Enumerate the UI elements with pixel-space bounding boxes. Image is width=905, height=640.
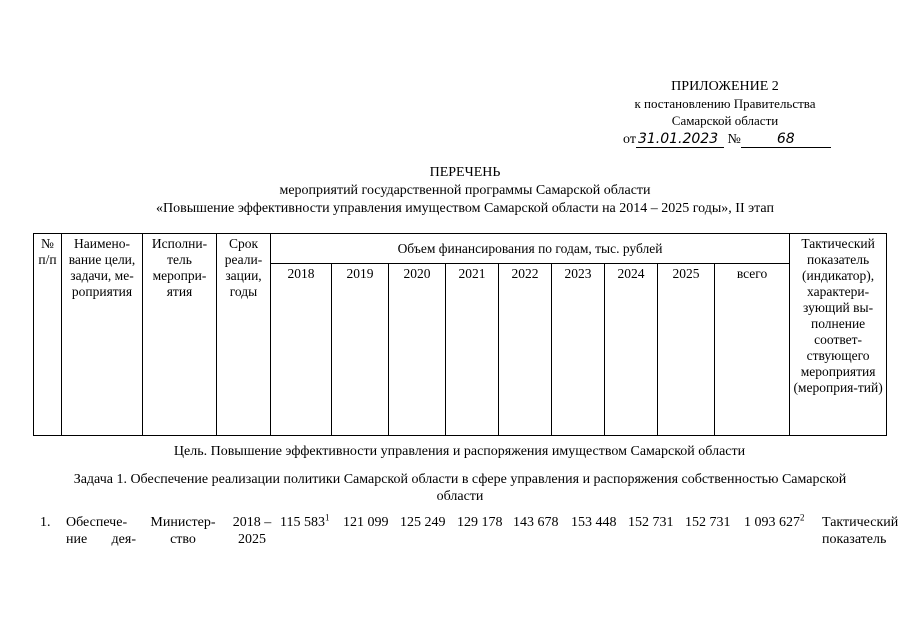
row-number: 1. [40,515,51,530]
row-term [226,514,278,548]
attachment-line-1: к постановлению Правительства [634,96,816,111]
row-value-2018 [280,514,329,531]
row-value-2021: 129 178 [457,515,503,530]
col-number: № п/п [34,234,62,436]
measures-table-header [33,233,887,436]
row-term-line-2: 2025 [238,532,266,547]
row-value-2023: 153 448 [571,515,617,530]
year-2020: 2020 [389,264,446,436]
row-indicator [822,514,899,548]
value-total: 1 093 627 [744,515,800,530]
table-row [30,512,899,554]
row-indicator-line-2: показатель [822,532,887,547]
decree-number: 68 [741,131,831,148]
row-name-line-1: Обеспече- [66,515,128,530]
year-2025: 2025 [658,264,715,436]
row-term-line-1: 2018 – [232,515,272,530]
year-2022: 2022 [499,264,552,436]
row-value-2020: 125 249 [400,515,446,530]
year-2019: 2019 [332,264,389,436]
year-2023: 2023 [552,264,605,436]
row-value-2025: 152 731 [685,515,731,530]
row-name [66,514,136,548]
row-indicator-line-1: Тактический [822,515,899,530]
attachment-title: ПРИЛОЖЕНИЕ 2 [671,79,779,94]
year-total: всего [715,264,790,436]
number-prefix: № [727,132,741,147]
row-value-2024: 152 731 [628,515,674,530]
year-2018: 2018 [271,264,332,436]
col-financing: Объем финансирования по годам, тыс. рублей [271,234,790,264]
attachment-line-2: Самарской области [671,113,779,128]
heading-title: ПЕРЕЧЕНЬ [429,165,501,180]
row-value-2022: 143 678 [513,515,559,530]
heading-line-2: «Повышение эффективности управления имуществом Самарской области на 2014 – 2025 годы», II этап [156,201,774,216]
year-2021: 2021 [446,264,499,436]
value-2018: 115 583 [280,515,325,530]
row-executor [148,514,218,548]
decree-date-number [623,131,843,148]
col-term: Срок реали-зации, годы [217,234,271,436]
footnote-1: 1 [324,512,330,523]
row-executor-line-2: ство [170,532,196,547]
row-name-line-2: ние дея- [66,532,136,547]
year-2024: 2024 [605,264,658,436]
col-name: Наимено-вание цели, задачи, ме-роприятия [62,234,143,436]
col-indicator: Тактический показатель (индикатор), характери-зующий вы-полнение соответ-ствующего мероприятия (мероприя-тий) [790,234,887,436]
col-executor: Исполни-тель меропри-ятия [143,234,217,436]
from-prefix: от [623,132,636,147]
row-executor-line-1: Министер- [150,515,216,530]
goal-row: Цель. Повышение эффективности управления и распоряжения имуществом Самарской области [173,444,746,459]
row-value-total [744,514,805,531]
heading-line-1: мероприятий государственной программы Самарской области [279,183,651,198]
row-value-2019: 121 099 [343,515,389,530]
footnote-2: 2 [800,512,805,523]
attachment-block [600,78,850,129]
task-row: Задача 1. Обеспечение реализации политики Самарской области в сфере управления и распоряжения собственностью Самарской области [73,472,847,504]
decree-date: 31.01.2023 [636,131,724,148]
document-heading [70,164,860,218]
